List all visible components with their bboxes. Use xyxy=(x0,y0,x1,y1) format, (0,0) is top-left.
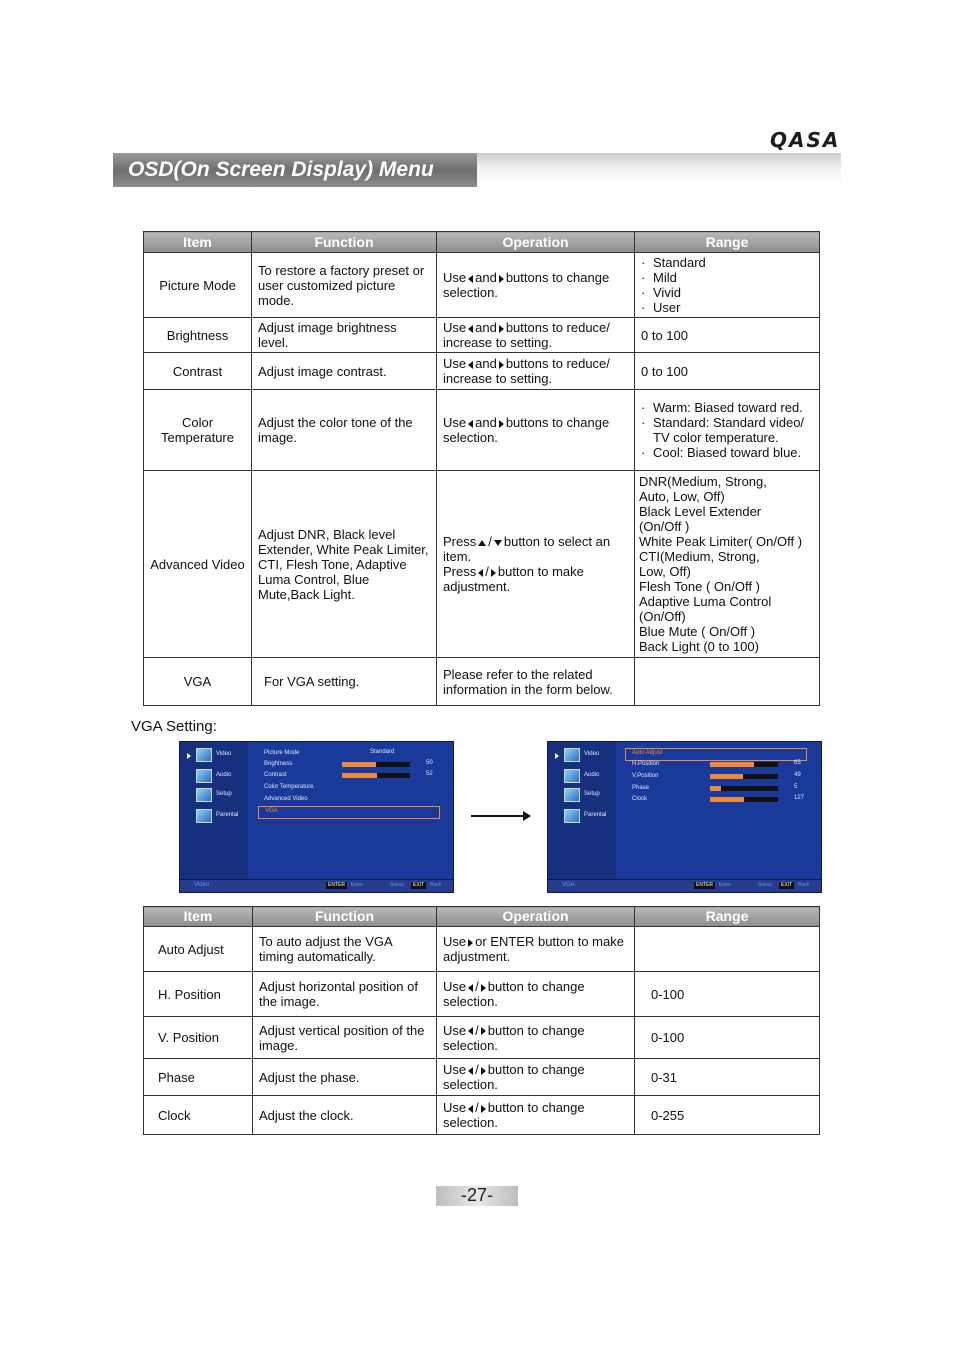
osd-row-phase[interactable]: Phase 5 xyxy=(632,784,798,791)
left-arrow-icon xyxy=(468,1027,473,1035)
down-arrow-icon xyxy=(494,540,502,546)
range-cell: 0 to 100 xyxy=(635,318,820,353)
table-row xyxy=(144,471,820,658)
left-arrow-icon xyxy=(468,420,473,428)
table-row xyxy=(144,353,820,390)
operation-cell: Use / button to change selection. xyxy=(437,1017,635,1059)
range-option: · Mild xyxy=(641,270,813,285)
operation-cell: Use and buttons to change selection. xyxy=(437,253,635,318)
item-cell: Picture Mode xyxy=(144,253,252,318)
function-cell: Adjust the phase. xyxy=(253,1059,437,1096)
left-arrow-icon xyxy=(468,275,473,283)
operation-cell: Use / button to change selection. xyxy=(437,1096,635,1135)
item-cell: Phase xyxy=(144,1059,253,1096)
function-cell: Adjust image contrast. xyxy=(252,353,437,390)
header-function: Function xyxy=(253,907,437,927)
operation-cell: Use and buttons to reduce/ increase to setting. xyxy=(437,318,635,353)
bar-fill xyxy=(342,762,376,767)
osd-row-h-position[interactable]: H.Position 65 xyxy=(632,760,801,767)
range-cell: 0-100 xyxy=(635,972,820,1017)
range-cell: 0-100 xyxy=(635,1017,820,1059)
item-cell: Advanced Video xyxy=(144,471,252,658)
enter-key: ENTER xyxy=(696,882,713,888)
bar-fill xyxy=(710,786,721,791)
exit-key: EXIT xyxy=(413,882,425,888)
up-arrow-icon xyxy=(478,540,486,546)
h-position-bar xyxy=(710,762,778,767)
range-cell xyxy=(635,658,820,706)
function-cell: To auto adjust the VGA timing automatically. xyxy=(253,927,437,972)
function-cell: Adjust horizontal position of the image. xyxy=(253,972,437,1017)
header-function: Function xyxy=(252,232,437,253)
table-row xyxy=(144,1096,820,1135)
range-option: · User xyxy=(641,300,813,315)
osd-footer: VGA ENTER Enter Select EXIT Back xyxy=(548,879,821,892)
brightness-bar xyxy=(342,762,410,767)
vga-setting-label: VGA Setting: xyxy=(131,718,217,735)
table-row xyxy=(144,1017,820,1059)
operation-cell: Use / button to change selection. xyxy=(437,1059,635,1096)
video-icon xyxy=(196,748,212,762)
function-cell: Adjust the color tone of the image. xyxy=(252,390,437,471)
range-cell: 0 to 100 xyxy=(635,353,820,390)
header-item: Item xyxy=(144,232,252,253)
range-cell xyxy=(635,253,820,318)
header-operation: Operation xyxy=(437,907,635,927)
osd-row-brightness[interactable]: Brightness 50 xyxy=(264,760,433,767)
arrow-line xyxy=(471,815,523,817)
page-number: -27- xyxy=(460,1185,493,1205)
osd-row-auto-adjust[interactable]: Auto Adjust xyxy=(625,748,807,761)
osd-sidebar xyxy=(548,742,616,880)
table-row xyxy=(144,1059,820,1096)
table-row xyxy=(144,390,820,471)
enter-key: ENTER xyxy=(328,882,345,888)
cursor-arrow-icon xyxy=(187,753,191,759)
osd-screen-vga: Video Audio Setup Parental Auto Adjust H.Position 65 V.Position 49 Phase 5 Clock 127 VGA ENTER Enter Select EXIT Back xyxy=(547,741,822,893)
table-row xyxy=(144,318,820,353)
video-icon xyxy=(564,748,580,762)
range-option: · Standard: Standard video/ TV color temperature. xyxy=(641,415,813,445)
range-cell: DNR(Medium, Strong, Auto, Low, Off) Black Level Extender (On/Off ) White Peak Limiter( On/Off ) CTI(Medium, Strong, Low, Off) Flesh Tone ( On/Off ) Adaptive Luma Control (On/Off) Blue Mute ( On/Off ) Back Light (0 to 100) xyxy=(635,471,820,658)
range-cell: 0-255 xyxy=(635,1096,820,1135)
osd-screen-video: Video Audio Setup Parental Picture Mode Standard Brightness 50 Contrast 52 Color Temperature Advanced Video VGA Video ENTER Enter Select EXIT Back xyxy=(179,741,454,893)
operation-cell: Please refer to the related information in the form below. xyxy=(437,658,635,706)
left-arrow-icon xyxy=(468,984,473,992)
header-item: Item xyxy=(144,907,253,927)
right-arrow-icon xyxy=(468,939,473,947)
left-arrow-icon xyxy=(468,325,473,333)
operation-cell: Use or ENTER button to make adjustment. xyxy=(437,927,635,972)
setup-icon xyxy=(564,788,580,802)
item-cell: V. Position xyxy=(144,1017,253,1059)
osd-row-picture-mode[interactable]: Picture Mode Standard xyxy=(264,749,395,756)
exit-key: EXIT xyxy=(781,882,793,888)
osd-menu-table xyxy=(143,231,820,706)
right-arrow-icon xyxy=(481,1105,486,1113)
left-arrow-icon xyxy=(468,361,473,369)
osd-row-color-temperature[interactable]: Color Temperature xyxy=(264,784,314,790)
left-arrow-icon xyxy=(468,1067,473,1075)
range-option: · Warm: Biased toward red. xyxy=(641,400,813,415)
setup-icon xyxy=(196,788,212,802)
left-arrow-icon xyxy=(468,1105,473,1113)
table-row xyxy=(144,927,820,972)
item-cell: Brightness xyxy=(144,318,252,353)
bar-fill xyxy=(342,773,377,778)
osd-row-v-position[interactable]: V.Position 49 xyxy=(632,772,801,779)
header-range: Range xyxy=(635,232,820,253)
operation-cell: Use and buttons to reduce/ increase to setting. xyxy=(437,353,635,390)
item-cell: H. Position xyxy=(144,972,253,1017)
right-arrow-icon xyxy=(499,325,504,333)
v-position-bar xyxy=(710,774,778,779)
function-cell: Adjust image brightness level. xyxy=(252,318,437,353)
item-cell: Auto Adjust xyxy=(144,927,253,972)
range-cell: 0-31 xyxy=(635,1059,820,1096)
right-arrow-icon xyxy=(481,1067,486,1075)
operation-cell: Use / button to change selection. xyxy=(437,972,635,1017)
right-arrow-icon xyxy=(481,984,486,992)
range-option: · Standard xyxy=(641,255,813,270)
item-cell: Contrast xyxy=(144,353,252,390)
parental-icon xyxy=(196,809,212,823)
range-cell xyxy=(635,927,820,972)
range-option: · Vivid xyxy=(641,285,813,300)
table-row xyxy=(144,658,820,706)
osd-row-contrast[interactable]: Contrast 52 xyxy=(264,771,433,778)
osd-sidebar xyxy=(180,742,248,880)
audio-icon xyxy=(564,769,580,783)
parental-icon xyxy=(564,809,580,823)
right-arrow-icon xyxy=(481,1027,486,1035)
contrast-bar xyxy=(342,773,410,778)
right-arrow-icon xyxy=(491,569,496,577)
function-cell: For VGA setting. xyxy=(252,658,437,706)
osd-row-advanced-video[interactable]: Advanced Video xyxy=(264,796,308,802)
vga-setting-table xyxy=(143,906,820,1135)
audio-icon xyxy=(196,769,212,783)
osd-row-vga[interactable]: VGA xyxy=(258,806,440,819)
osd-row-clock[interactable]: Clock 127 xyxy=(632,795,805,802)
function-cell: Adjust vertical position of the image. xyxy=(253,1017,437,1059)
item-cell: Color Temperature xyxy=(144,390,252,471)
item-cell: VGA xyxy=(144,658,252,706)
function-cell: Adjust DNR, Black level Extender, White Peak Limiter, CTI, Flesh Tone, Adaptive Luma Control, Blue Mute,Back Light. xyxy=(252,471,437,658)
range-cell xyxy=(635,390,820,471)
phase-bar xyxy=(710,786,778,791)
osd-footer: Video ENTER Enter Select EXIT Back xyxy=(180,879,453,892)
range-option: · Cool: Biased toward blue. xyxy=(641,445,813,460)
right-arrow-icon xyxy=(499,361,504,369)
operation-cell: Use and buttons to change selection. xyxy=(437,390,635,471)
table-row xyxy=(144,253,820,318)
bar-fill xyxy=(710,797,744,802)
bar-fill xyxy=(710,774,743,779)
arrow-right-icon xyxy=(523,811,531,821)
function-cell: Adjust the clock. xyxy=(253,1096,437,1135)
brand-logo: QASA xyxy=(770,128,841,152)
cursor-arrow-icon xyxy=(555,753,559,759)
clock-bar xyxy=(710,797,778,802)
right-arrow-icon xyxy=(499,420,504,428)
table-row xyxy=(144,972,820,1017)
header-operation: Operation xyxy=(437,232,635,253)
left-arrow-icon xyxy=(478,569,483,577)
page-title: OSD(On Screen Display) Menu xyxy=(113,153,477,187)
bar-fill xyxy=(710,762,754,767)
header-range: Range xyxy=(635,907,820,927)
right-arrow-icon xyxy=(499,275,504,283)
item-cell: Clock xyxy=(144,1096,253,1135)
operation-cell: Press / button to select an item. Press / button to make adjustment. xyxy=(437,471,635,658)
function-cell: To restore a factory preset or user customized picture mode. xyxy=(252,253,437,318)
